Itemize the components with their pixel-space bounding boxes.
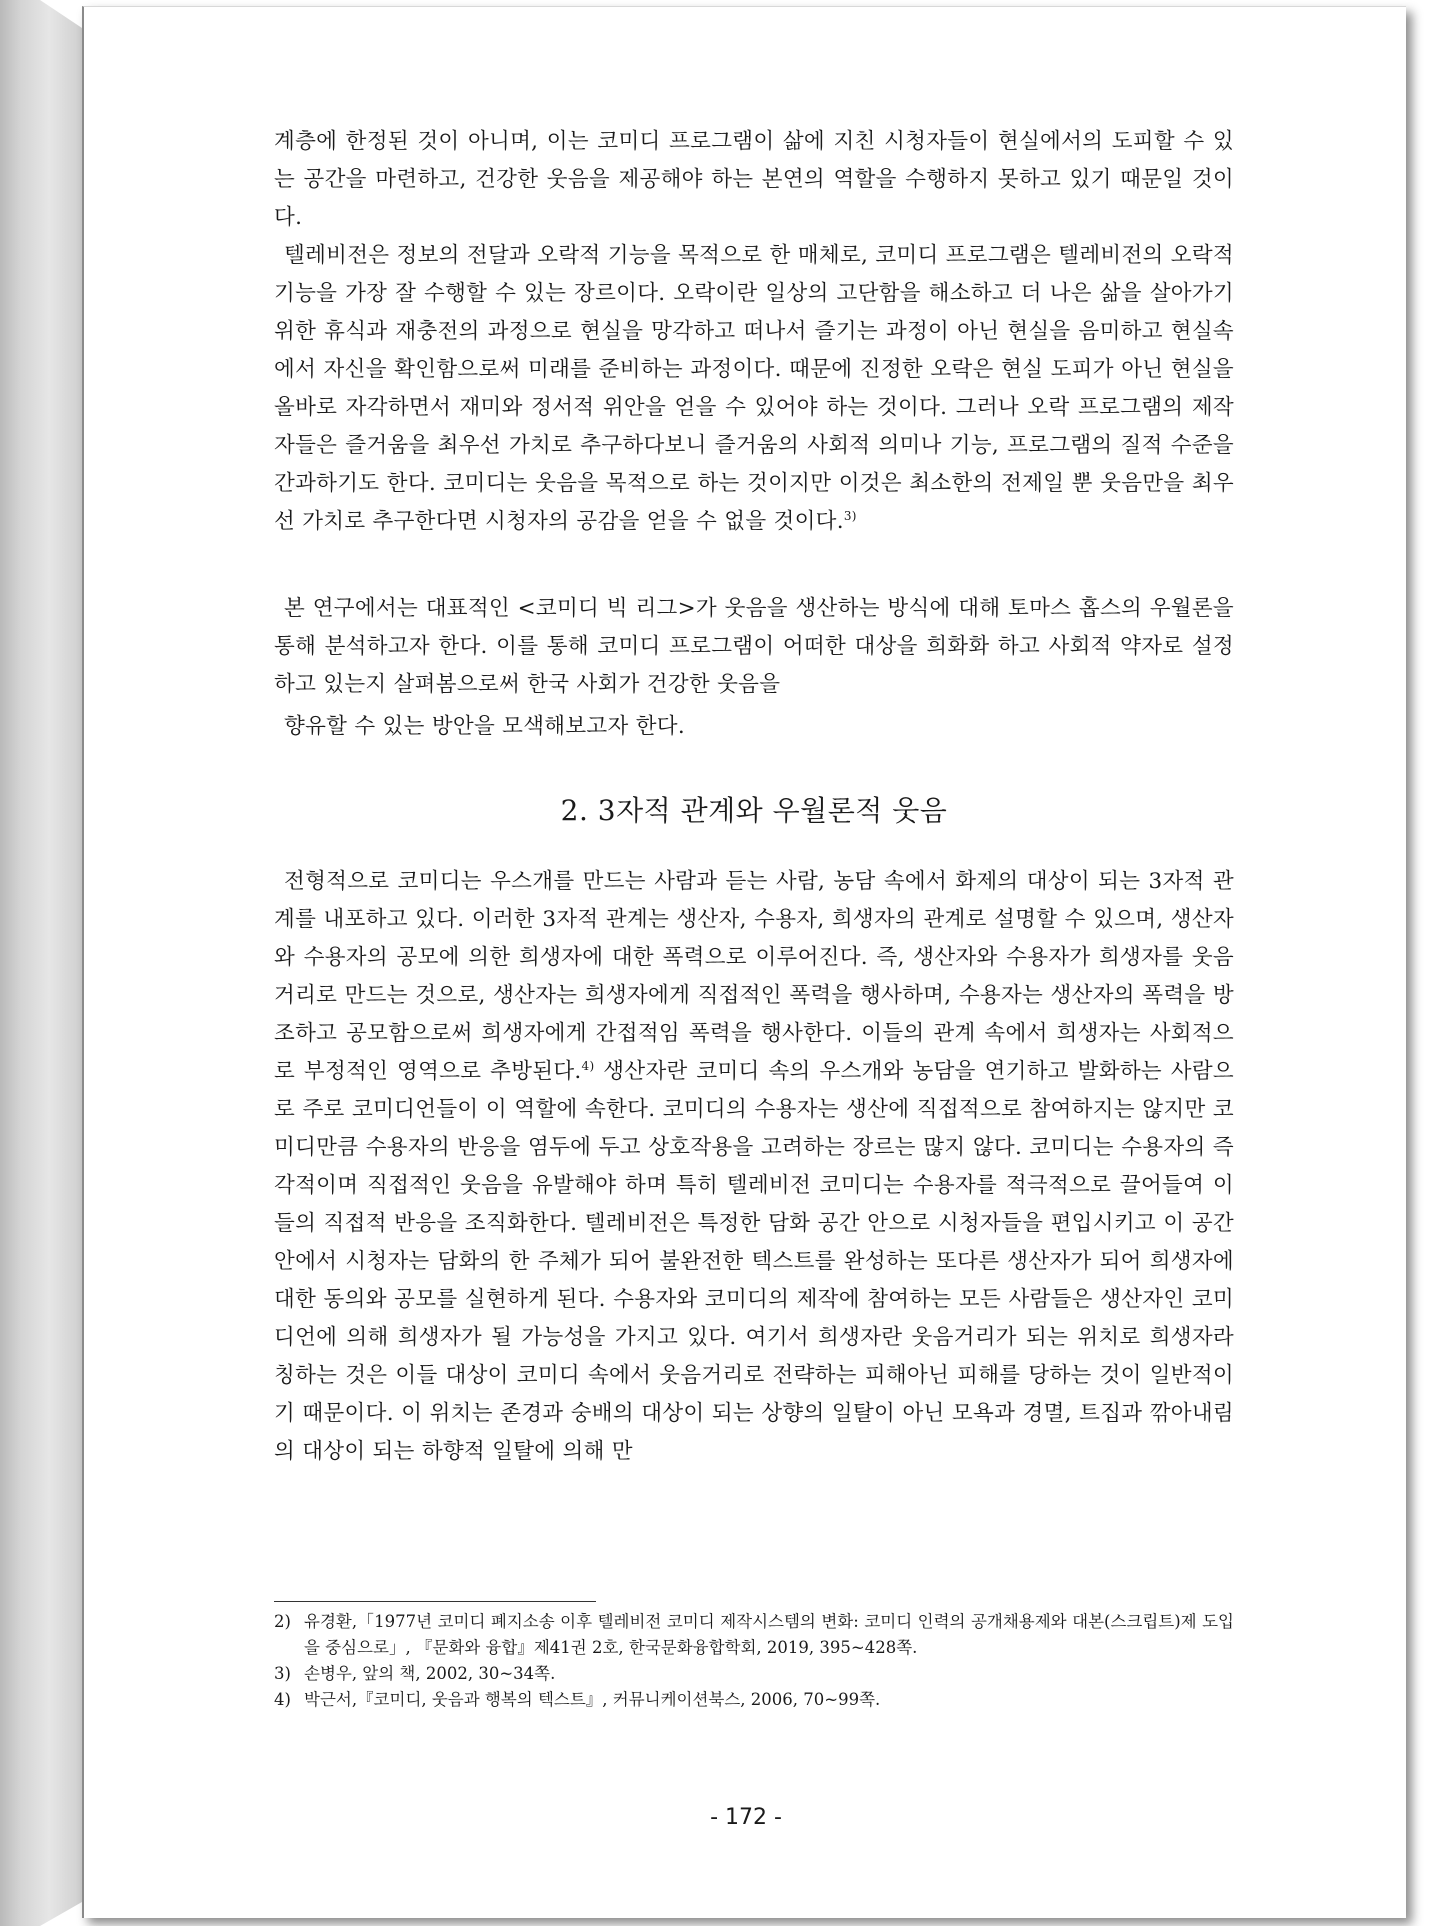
footnote-number: 2) [274,1612,291,1631]
footnote-number: 3) [274,1664,291,1683]
paragraph-text: 본 연구에서는 대표적인 <코미디 빅 리그>가 웃음을 생산하는 방식에 대해 토마스 홉스의 우월론을 통해 분석하고자 한다. 이를 통해 코미디 프로그램이 어떠한 대상을 희화화 하고 사회적 약자로 설정하고 있는지 살펴봄으로써 한국 사회가 건강한 웃음을 [274,596,1234,697]
footnote-4 [274,1687,1234,1713]
footnote-text: 유경환,「1977년 코미디 폐지소송 이후 텔레비전 코미디 제작시스템의 변화: 코미디 인력의 공개채용제와 대본(스크립트)제 도입을 중심으로」, 『문화와 융합』제41권 2호, 한국문화융합학회, 2019, 395~428쪽. [304,1612,1234,1657]
paragraph-text: 텔레비전은 정보의 전달과 오락적 기능을 목적으로 한 매체로, 코미디 프로그램은 텔레비전의 오락적 기능을 가장 잘 수행할 수 있는 장르이다. 오락이란 일상의 고단함을 해소하고 더 나은 삶을 살아가기 위한 휴식과 재충전의 과정으로 현실을 망각하고 떠나서 즐기는 과정이 아닌 현실을 음미하고 현실속에서 자신을 확인함으로써 미래를 준비하는 과정이다. 때문에 진정한 오락은 현실 도피가 아닌 현실을 올바로 자각하면서 재미와 정서적 위안을 얻을 수 있어야 하는 것이다. 그러나 오락 프로그램의 제작자들은 즐거움을 최우선 가치로 추구하다보니 즐거움의 사회적 의미나 기능, 프로그램의 질적 수준을 간과하기도 한다. 코미디는 웃음을 목적으로 하는 것이지만 이것은 최소한의 전제일 뿐 웃음만을 최우선 가치로 추구한다면 시청자의 공감을 얻을 수 없을 것이다. [274,243,1234,534]
footnote-text: 박근서,『코미디, 웃음과 행복의 텍스트』, 커뮤니케이션북스, 2006, 70~99쪽. [304,1690,881,1709]
paragraph-text: 생산자란 코미디 속의 우스개와 농담을 연기하고 발화하는 사람으로 주로 코미디언들이 이 역할에 속한다. 코미디의 수용자는 생산에 직접적으로 참여하지는 않지만 코미디만큼 수용자의 반응을 염두에 두고 상호작용을 고려하는 장르는 많지 않다. 코미디는 수용자의 즉각적이며 직접적인 웃음을 유발해야 하며 특히 텔레비전 코미디는 수용자를 적극적으로 끌어들여 이들의 직접적 반응을 조직화한다. 텔레비전은 특정한 담화 공간 안으로 시청자들을 편입시키고 이 공간 안에서 시청자는 담화의 한 주체가 되어 불완전한 텍스트를 완성하는 또다른 생산자가 되어 희생자에 대한 동의와 공모를 실현하게 된다. 수용자와 코미디의 제작에 참여하는 모든 사람들은 생산자인 코미디언에 의해 희생자가 될 가능성을 가지고 있다. 여기서 희생자란 웃음거리가 되는 위치로 희생자라 칭하는 것은 이들 대상이 코미디 속에서 웃음거리로 전략하는 피해아닌 피해를 당하는 것이 일반적이기 때문이다. 이 위치는 존경과 숭배의 대상이 되는 상향의 일탈이 아닌 모욕과 경멸, 트집과 깎아내림의 대상이 되는 하향적 일탈에 의해 만 [274,1059,1234,1464]
footnote-text: 손병우, 앞의 책, 2002, 30~34쪽. [304,1664,556,1683]
page-number: - 172 - [710,1805,782,1830]
footnote-divider [274,1601,596,1602]
paragraph-text: 계층에 한정된 것이 아니며, 이는 코미디 프로그램이 삶에 지친 시청자들이 현실에서의 도피할 수 있는 공간을 마련하고, 건강한 웃음을 제공해야 하는 본연의 역할을 수행하지 못하고 있기 때문일 것이다. [274,129,1234,230]
spine-top-corner [40,0,82,28]
footnotes [274,1609,1234,1713]
footnote-3 [274,1661,1234,1687]
paragraph-text: 전형적으로 코미디는 우스개를 만드는 사람과 듣는 사람, 농담 속에서 화제의 대상이 되는 3자적 관계를 내포하고 있다. 이러한 3자적 관계는 생산자, 수용자, 희생자의 관계로 설명할 수 있으며, 생산자와 수용자의 공모에 의한 희생자에 대한 폭력으로 이루어진다. 즉, 생산자와 수용자가 희생자를 웃음거리로 만드는 것으로, 생산자는 희생자에게 직접적인 폭력을 행사하며, 수용자는 생산자의 폭력을 방조하고 공모함으로써 희생자에게 간접적임 폭력을 행사한다. 이들의 관계 속에서 희생자는 사회적으로 부정적인 영역으로 추방된다. [274,869,1234,1084]
paragraph-intro-continuation [274,123,1234,237]
book-spine [0,0,82,1926]
footnote-number: 4) [274,1690,291,1709]
paragraph-research-purpose [274,590,1234,746]
footnote-2 [274,1609,1234,1661]
footnote-ref-3[interactable]: 3) [843,508,857,523]
spine-bottom-corner [40,1902,82,1926]
paragraph-tripartite-relation [274,863,1234,1471]
section-title: 2. 3자적 관계와 우월론적 웃음 [560,794,948,827]
paragraph-television-entertainment [274,237,1234,541]
footnote-ref-4[interactable]: 4) [581,1058,595,1073]
document-page [82,6,1406,1918]
paragraph-text-last-line: 향유할 수 있는 방안을 모색해보고자 한다. [284,714,685,739]
